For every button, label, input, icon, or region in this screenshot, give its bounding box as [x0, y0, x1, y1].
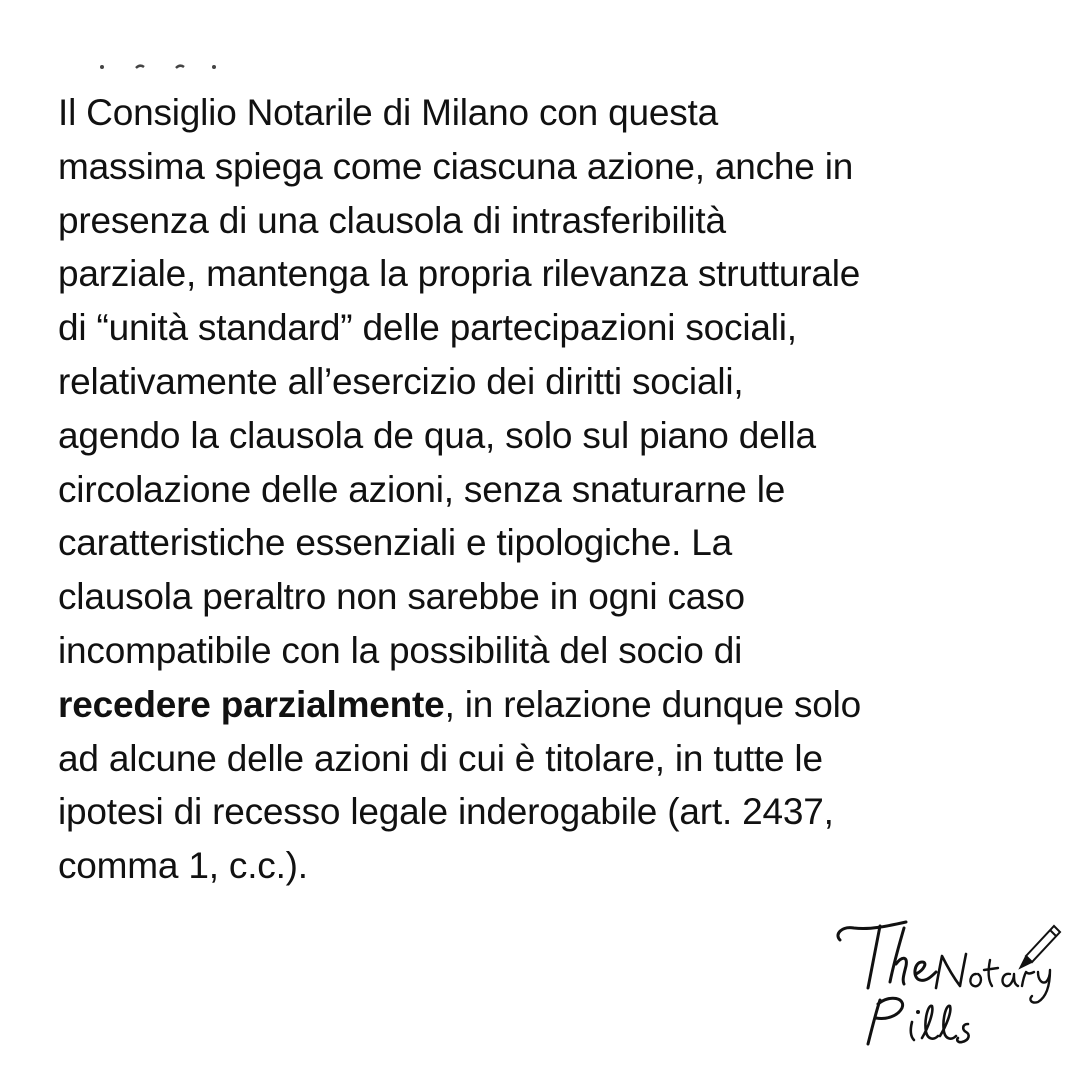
text-line: massima spiega come ciascuna azione, anche in — [58, 145, 854, 187]
text-line: parziale, mantenga la propria rilevanza strutturale — [58, 253, 861, 295]
text-line-with-emphasis — [58, 678, 1058, 732]
fountain-pen-icon — [1020, 926, 1060, 968]
text-line: ad alcune delle azioni di cui è titolare, in tutte le — [58, 737, 823, 779]
maxim-paragraph — [58, 86, 1058, 893]
i-dot — [916, 1010, 920, 1014]
text-line: circolazione delle azioni, senza snaturarne le — [58, 468, 786, 510]
text-line: Il Consiglio Notarile di Milano con questa — [58, 92, 719, 133]
text-after-bold: , in relazione dunque solo — [444, 683, 862, 725]
text-line: ipotesi di recesso legale inderogabile (art. 2437, — [58, 791, 834, 833]
text-line: agendo la clausola de qua, solo sul piano della — [58, 414, 816, 456]
the-notary-pills-logo — [828, 912, 1064, 1062]
bold-phrase: recedere parzialmente — [58, 683, 445, 725]
text-line: relativamente all’esercizio dei diritti sociali, — [58, 360, 744, 402]
text-line: comma 1, c.c.). — [58, 845, 308, 887]
text-line: caratteristiche essenziali e tipologiche. La — [58, 522, 733, 564]
text-line: presenza di una clausola di intrasferibilità — [58, 199, 726, 241]
text-line: di “unità standard” delle partecipazioni sociali, — [58, 307, 797, 349]
text-line: clausola peraltro non sarebbe in ogni caso — [58, 576, 745, 618]
cropped-text-fragment — [98, 58, 228, 74]
text-line: incompatibile con la possibilità del socio di — [58, 629, 743, 671]
